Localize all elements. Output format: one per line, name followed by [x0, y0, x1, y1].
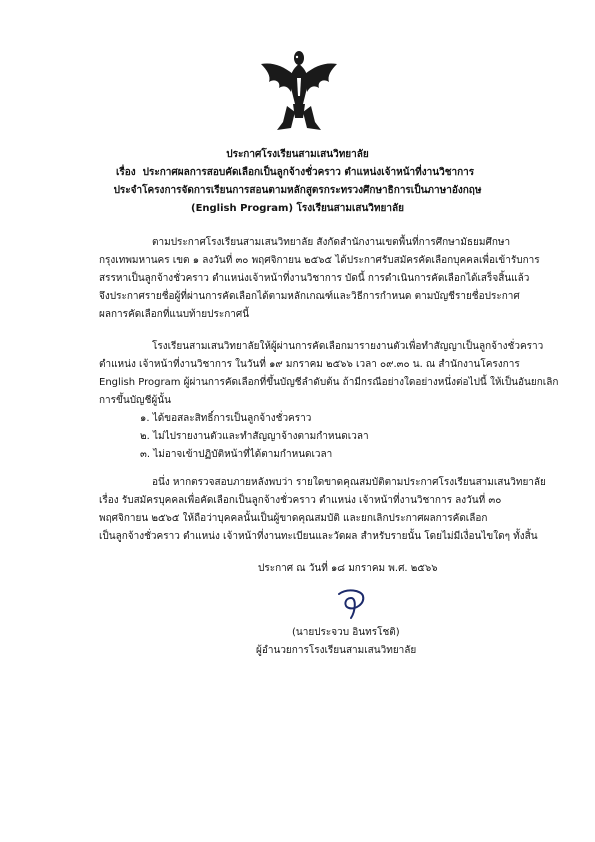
subject-line-3: (English Program) โรงเรียนสามเสนวิทยาลัย [191, 203, 404, 214]
subject-text-1: ประกาศผลการสอบคัดเลือกเป็นลูกจ้างชั่วคราว ตำแหน่งเจ้าหน้าที่งานวิชาการ [142, 167, 475, 178]
paragraph-3-line: เรื่อง รับสมัครบุคคลเพื่อคัดเลือกเป็นลูกจ้างชั่วคราว ตำแหน่ง เจ้าหน้าที่งานวิชาการ ลงวันที่ ๓๐ [99, 495, 502, 506]
condition-item: ๓. ไม่อาจเข้าปฏิบัติหน้าที่ได้ตามกำหนดเวลา [140, 449, 333, 460]
condition-item: ๒. ไม่ไปรายงานตัวและทำสัญญาจ้างตามกำหนดเวลา [140, 431, 369, 442]
handwritten-signature [331, 586, 371, 622]
paragraph-3-line: อนึ่ง หากตรวจสอบภายหลังพบว่า รายใดขาดคุณสมบัติตามประกาศโรงเรียนสามเสนวิทยาลัย [152, 477, 546, 488]
garuda-emblem-icon [257, 48, 341, 134]
paragraph-3-line: พฤศจิกายน ๒๕๖๕ ให้ถือว่าบุคคลนั้นเป็นผู้ขาดคุณสมบัติ และยกเลิกประกาศผลการคัดเลือก [99, 513, 488, 524]
announcement-title: ประกาศโรงเรียนสามเสนวิทยาลัย [226, 149, 369, 160]
subject-line-1 [116, 166, 474, 180]
paragraph-2-line: การขึ้นบัญชีผู้นั้น [99, 395, 171, 406]
paragraph-1-line: จึงประกาศรายชื่อผู้ที่ผ่านการคัดเลือกได้ตามหลักเกณฑ์และวิธีการกำหนด ตามบัญชีรายชื่อประกาศ [99, 291, 520, 302]
paragraph-1-line: กรุงเทพมหานคร เขต ๑ ลงวันที่ ๓๐ พฤศจิกายน ๒๕๖๕ ได้ประกาศรับสมัครคัดเลือกบุคคลเพื่อเข้ารับการ [99, 255, 540, 266]
paragraph-2-line: English Program ผู้ผ่านการคัดเลือกที่ขึ้นบัญชีลำดับต้น ถ้ามีกรณีอย่างใดอย่างหนึ่งต่อไปนี้ ให้เป็นอันยกเลิก [99, 377, 559, 388]
condition-item: ๑. ได้ขอสละสิทธิ์การเป็นลูกจ้างชั่วคราว [140, 413, 312, 424]
signer-name: (นายประจวบ อินทรโชติ) [292, 627, 400, 638]
signer-title: ผู้อำนวยการโรงเรียนสามเสนวิทยาลัย [256, 645, 417, 656]
paragraph-1-line: สรรหาเป็นลูกจ้างชั่วคราว ตำแหน่งเจ้าหน้าที่งานวิชาการ บัดนี้ การดำเนินการคัดเลือกได้เสร็จสิ้นแล้ว [99, 273, 530, 284]
subject-prefix: เรื่อง [116, 167, 136, 178]
paragraph-1-line: ตามประกาศโรงเรียนสามเสนวิทยาลัย สังกัดสำนักงานเขตพื้นที่การศึกษามัธยมศึกษา [152, 237, 511, 248]
announcement-date: ประกาศ ณ วันที่ ๑๘ มกราคม พ.ศ. ๒๕๖๖ [258, 563, 438, 574]
paragraph-2-line: โรงเรียนสามเสนวิทยาลัยให้ผู้ผ่านการคัดเลือกมารายงานตัวเพื่อทำสัญญาเป็นลูกจ้างชั่วคราว [152, 341, 544, 352]
paragraph-2-line: ตำแหน่ง เจ้าหน้าที่งานวิชาการ ในวันที่ ๑๙ มกราคม ๒๕๖๖ เวลา ๐๙.๓๐ น. ณ สำนักงานโครงการ [99, 359, 520, 370]
paragraph-1-line: ผลการคัดเลือกที่แนบท้ายประกาศนี้ [99, 309, 250, 320]
paragraph-3-line: เป็นลูกจ้างชั่วคราว ตำแหน่ง เจ้าหน้าที่งานทะเบียนและวัดผล สำหรับรายนั้น โดยไม่มีเงื่อนไขใดๆ ทั้งสิ้น [99, 531, 538, 542]
subject-line-2: ประจำโครงการจัดการเรียนการสอนตามหลักสูตรกระทรวงศึกษาธิการเป็นภาษาอังกฤษ [113, 185, 482, 196]
